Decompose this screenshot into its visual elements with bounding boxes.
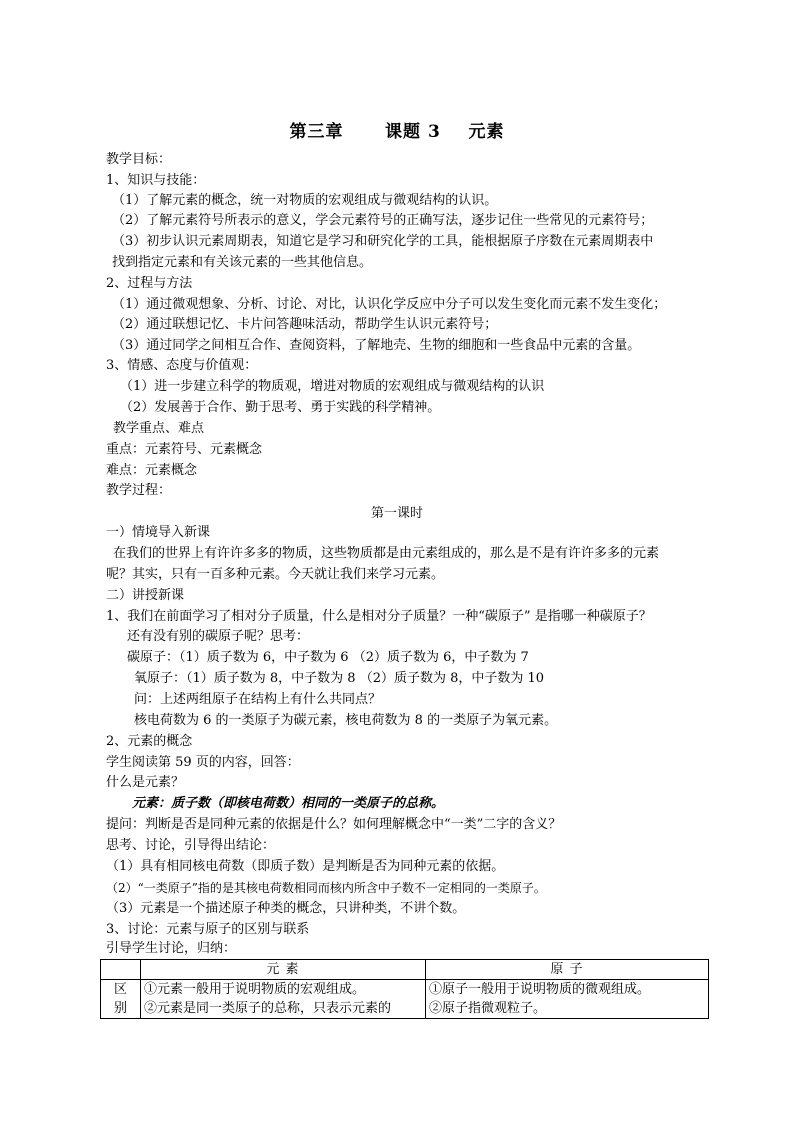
definition-line: 元素：质子数（即核电荷数）相同的一类原子的总称。 [132,796,445,811]
cell-line: ②元素是同一类原子的总称，只表示元素的 [144,1001,392,1016]
cell-line: ①元素一般用于说明物质的宏观组成。 [144,982,366,997]
text-line: 学生阅读第 59 页的内容，回答： [106,755,300,770]
text-line: 教学过程： [106,483,172,498]
text-line: 找到指定元素和有关该元素的一些其他信息。 [112,255,373,270]
table-side-label [101,980,141,1019]
text-line: 教学目标： [106,152,172,167]
text-line: 还有没有别的碳原子呢？思考： [127,629,310,644]
text-line: （2）了解元素符号所表示的意义，学会元素符号的正确写法，逐步记住一些常见的元素符号； [112,213,654,228]
side-label-char: 别 [113,1001,127,1016]
section-heading: 第一课时 [370,506,423,521]
text-line: （1）进一步建立科学的物质观，增进对物质的宏观组成与微观结构的认识 [120,379,545,394]
text-line: （2）发展善于合作、勤于思考、勇于实践的科学精神。 [120,400,441,415]
text-line: 问：上述两组原子在结构上有什么共同点？ [134,692,382,707]
text-line: 3、讨论：元素与原子的区别与联系 [106,922,310,937]
text-line: 一）情境导入新课 [106,525,211,540]
text-line: 难点：元素概念 [106,463,198,478]
cell-line: ①原子一般用于说明物质的微观组成。 [429,982,651,997]
text-line: 什么是元素？ [106,775,185,790]
text-line: 提问：判断是否是同种元素的依据是什么？如何理解概念中“一类”二字的含义？ [106,817,562,832]
text-line: （1）通过微观想象、分析、讨论、对比，认识化学反应中分子可以发生变化而元素不发生变化； [112,297,667,312]
table-corner-cell [101,960,141,980]
text-line: 1、知识与技能： [106,173,206,188]
text-line: （2）“一类原子”指的是其核电荷数相同而核内所含中子数不一定相同的一类原子。 [106,881,546,895]
text-line: 二）讲授新课 [106,588,185,603]
text-line: 氧原子：（1）质子数为 8，中子数为 8 （2）质子数为 8，中子数为 10 [134,671,545,686]
page-title: 第三章 课题 3 元素 [289,122,505,142]
text-line: 思考、讨论，引导得出结论： [106,838,276,853]
text-line: 1、我们在前面学习了相对分子质量，什么是相对分子质量？一种“碳原子” 是指哪一种碳原子？ [106,609,652,624]
text-line: 2、过程与方法 [106,276,193,291]
table-header-atom: 原 子 [426,960,709,980]
text-line: 2、元素的概念 [106,734,193,749]
table-header-row [101,960,709,980]
text-line: 引导学生讨论，归纳： [106,941,237,956]
comparison-table [100,959,709,1019]
side-label-char: 区 [113,982,127,997]
table-cell-atom [426,980,709,1019]
table-header-element: 元 素 [141,960,426,980]
table-row [101,980,709,1019]
text-line: 3、情感、态度与价值观： [106,358,258,373]
text-line: （3）初步认识元素周期表，知道它是学习和研究化学的工具，能根据原子序数在元素周期表中 [112,234,654,249]
text-line: 碳原子：（1）质子数为 6，中子数为 6 （2）质子数为 6，中子数为 7 [127,650,529,665]
table-cell-element [141,980,426,1019]
text-line: （2）通过联想记忆、卡片问答趣味活动，帮助学生认识元素符号； [112,317,498,332]
text-line: （3）元素是一个描述原子种类的概念，只讲种类，不讲个数。 [106,901,466,916]
text-line: （3）通过同学之间相互合作、查阅资料，了解地壳、生物的细胞和一些食品中元素的含量。 [112,338,641,353]
text-line: 核电荷数为 6 的一类原子为碳元素，核电荷数为 8 的一类原子为氧元素。 [134,713,558,728]
text-line: 呢？其实，只有一百多种元素。今天就让我们来学习元素。 [106,567,445,582]
text-line: （1）了解元素的概念，统一对物质的宏观组成与微观结构的认识。 [112,193,498,208]
cell-line: ②原子指微观粒子。 [429,1001,547,1016]
text-line: （1）具有相同核电荷数（即质子数）是判断是否为同种元素的依据。 [106,859,505,874]
text-line: 在我们的世界上有许许多多的物质，这些物质都是由元素组成的，那么是不是有许许多多的元素 [113,546,660,561]
text-line: 教学重点、难点 [113,421,205,436]
text-line: 重点：元素符号、元素概念 [106,442,263,457]
